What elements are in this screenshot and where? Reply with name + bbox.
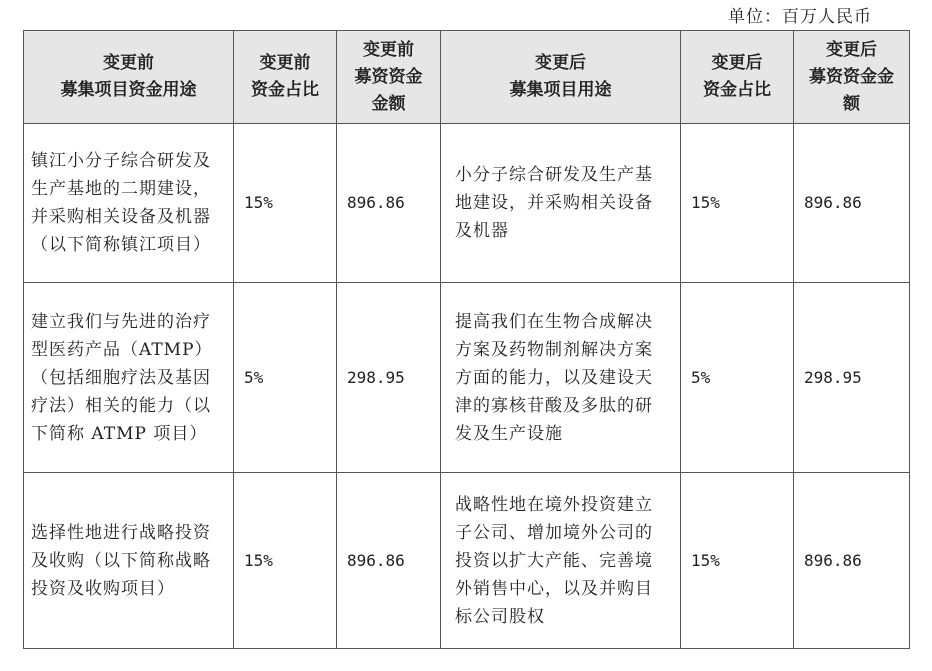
header-before-purpose: 变更前 募集项目资金用途 — [24, 31, 234, 124]
after-amount-cell: 896.86 — [794, 473, 910, 649]
before-ratio-cell: 15% — [234, 473, 337, 649]
header-after-ratio: 变更后 资金占比 — [681, 31, 794, 124]
before-amount-cell: 896.86 — [337, 473, 441, 649]
before-purpose-cell: 选择性地进行战略投资及收购（以下简称战略投资及收购项目） — [24, 473, 234, 649]
table-row — [24, 473, 910, 649]
unit-label: 单位：百万人民币 — [728, 7, 872, 27]
after-purpose-cell: 战略性地在境外投资建立子公司、增加境外公司的投资以扩大产能、完善境外销售中心，以及并购目标公司股权 — [441, 473, 681, 649]
header-after-purpose: 变更后 募集项目用途 — [441, 31, 681, 124]
fund-usage-table — [23, 30, 910, 649]
after-ratio-cell: 15% — [681, 473, 794, 649]
header-row — [24, 31, 910, 124]
before-purpose-cell: 镇江小分子综合研发及生产基地的二期建设，并采购相关设备及机器（以下简称镇江项目） — [24, 124, 234, 283]
before-ratio-cell: 5% — [234, 283, 337, 473]
table-row — [24, 283, 910, 473]
before-ratio-cell: 15% — [234, 124, 337, 283]
before-amount-cell: 896.86 — [337, 124, 441, 283]
after-amount-cell: 298.95 — [794, 283, 910, 473]
after-purpose-cell: 小分子综合研发及生产基地建设，并采购相关设备及机器 — [441, 124, 681, 283]
header-before-amount: 变更前 募资资金 金额 — [337, 31, 441, 124]
before-amount-cell: 298.95 — [337, 283, 441, 473]
after-purpose-cell: 提高我们在生物合成解决方案及药物制剂解决方案方面的能力，以及建设天津的寡核苷酸及多肽的研发及生产设施 — [441, 283, 681, 473]
header-before-ratio: 变更前 资金占比 — [234, 31, 337, 124]
after-ratio-cell: 5% — [681, 283, 794, 473]
header-after-amount: 变更后 募资资金金 额 — [794, 31, 910, 124]
table-row — [24, 124, 910, 283]
before-purpose-cell: 建立我们与先进的治疗型医药产品（ATMP）（包括细胞疗法及基因疗法）相关的能力（以下简称 ATMP 项目） — [24, 283, 234, 473]
after-amount-cell: 896.86 — [794, 124, 910, 283]
after-ratio-cell: 15% — [681, 124, 794, 283]
